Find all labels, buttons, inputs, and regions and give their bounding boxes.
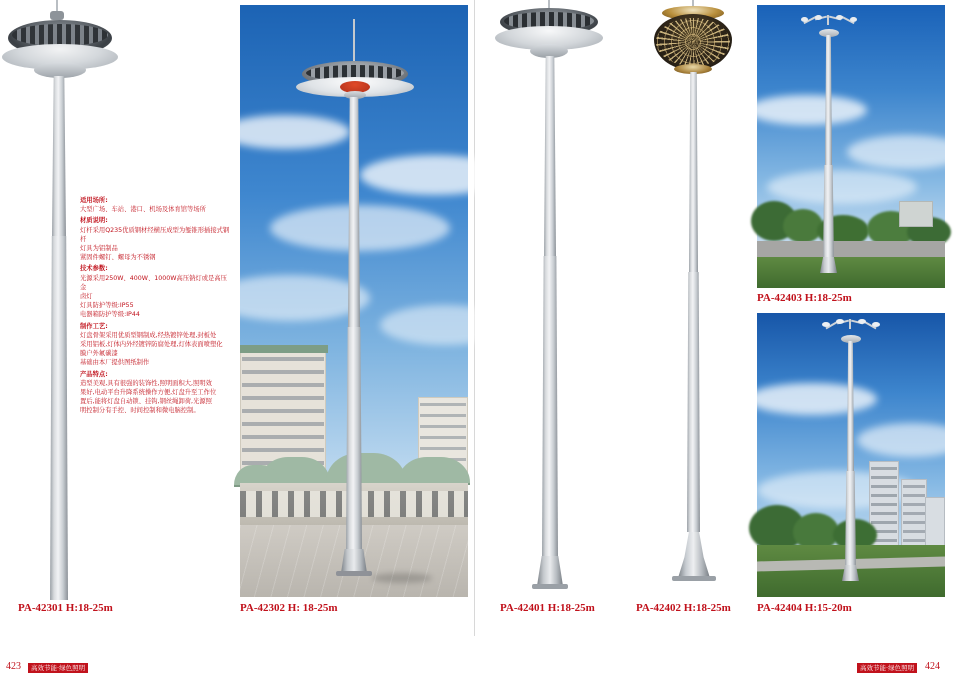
lamp-cells <box>12 24 108 46</box>
spec-line-4-3: 明控制分有手控、时间控制和微电脑控制。 <box>80 407 200 415</box>
lamp-fixture <box>850 17 857 22</box>
light-pole <box>348 97 360 327</box>
spec-line-4-2: 置后,能将灯盘自动锁、挂钩,钢丝绳卸荷,光源照 <box>80 398 212 406</box>
background-building <box>899 201 933 227</box>
lamp-fixture <box>836 319 844 324</box>
caption-pa-42403: PA-42403 H:18-25m <box>757 292 852 304</box>
pole-foundation <box>336 571 372 576</box>
cloud <box>847 135 967 169</box>
product-photo-pa-42402 <box>636 0 756 614</box>
pole-base <box>537 556 563 586</box>
spec-title-3: 制作工艺: <box>80 322 108 330</box>
lamp-head-collar <box>530 44 568 58</box>
light-pole-lower <box>687 272 700 532</box>
lantern-filigree <box>656 18 730 66</box>
light-pole-lower <box>346 327 362 549</box>
pole-decorative-base <box>678 532 710 578</box>
spec-title-1: 材质说明: <box>80 217 108 225</box>
background-tower <box>925 497 945 547</box>
caption-pa-42302: PA-42302 H: 18-25m <box>240 602 338 614</box>
spec-line-2-1: 卤灯 <box>80 293 93 301</box>
pole-base <box>341 549 367 573</box>
product-photo-pa-42302 <box>240 5 468 597</box>
pole-foundation <box>672 576 716 581</box>
spec-line-4-0: 造型美观,具有很强的装饰性,照明面积大,照明效 <box>80 379 212 387</box>
tower-windows <box>903 485 925 543</box>
product-photo-pa-42404 <box>757 313 945 597</box>
light-pole <box>825 35 832 165</box>
caption-pa-42401: PA-42401 H:18-25m <box>500 602 595 614</box>
caption-pa-42402: PA-42402 H:18-25m <box>636 602 731 614</box>
spec-title-2: 技术参数: <box>80 265 108 273</box>
light-pole-lower <box>823 165 834 261</box>
spec-line-3-2: 膜户外氟碳漆 <box>80 350 118 358</box>
cloud <box>747 383 877 415</box>
spec-line-1-2: 紧固件螺钉、螺母为不锈钢 <box>80 254 156 262</box>
spec-line-0-0: 大型广场、车站、港口、机场及体育馆等场所 <box>80 206 206 214</box>
spec-line-3-1: 采用铝板,灯体内外经镀锌防腐处理,灯体表面喷塑化 <box>80 341 223 349</box>
spec-line-1-0: 灯杆采用Q235优质钢材经横压成型为錾锥形插接式钢杆 <box>80 226 230 243</box>
cloud <box>380 305 510 345</box>
spec-line-3-0: 灯盘骨架采用优质型钢制成,经热镀锌处理,封板处 <box>80 331 217 339</box>
spec-line-1-1: 灯具为铝制品 <box>80 245 118 253</box>
spec-line-3-3: 基础由本厂提供图纸制作 <box>80 359 150 367</box>
folio-right: 424 <box>925 661 940 672</box>
plaza-canopy <box>326 453 406 485</box>
mast-tip <box>353 19 355 65</box>
spec-title-4: 产品特点: <box>80 370 108 378</box>
footer-tag-right: 高效节能·绿色照明 <box>857 663 917 673</box>
cloud <box>747 95 867 125</box>
light-pole-lower <box>542 256 558 556</box>
spec-line-4-1: 果好,电动平台升降系统操作方便,灯盘升至工作位 <box>80 389 217 397</box>
cloud <box>210 275 370 321</box>
cloud <box>767 170 917 204</box>
light-pole <box>689 72 698 272</box>
caption-pa-42404: PA-42404 H:15-20m <box>757 602 852 614</box>
lamp-fixture <box>872 322 880 327</box>
cloud <box>360 155 510 195</box>
footer-tag-left: 高效节能·绿色照明 <box>28 663 88 673</box>
pole-shadow <box>372 573 432 583</box>
lamp-fixture <box>858 319 866 324</box>
specification-text <box>80 196 230 416</box>
lamp-fixture <box>815 15 822 20</box>
spec-title-0: 适用场所: <box>80 197 108 204</box>
product-photo-pa-42403 <box>757 5 945 288</box>
cloud <box>220 115 350 149</box>
light-pole <box>847 341 854 471</box>
light-pole-lower <box>845 471 856 569</box>
light-pole-lower <box>50 236 68 600</box>
mast-tip <box>548 0 550 8</box>
lamp-fixture <box>836 15 843 20</box>
caption-pa-42301: PA-42301 H:18-25m <box>18 602 113 614</box>
building-roof <box>240 345 328 353</box>
spec-line-2-0: 光源采用250W、400W、1000W高压钠灯或是高压金 <box>80 274 227 291</box>
light-pole <box>544 56 556 256</box>
product-photo-pa-42401 <box>492 0 622 614</box>
page-footer <box>0 657 950 679</box>
spec-line-2-2: 灯具防护等级:IP55 <box>80 302 134 310</box>
hoist-block <box>50 11 64 20</box>
lamp-fixture <box>822 322 830 327</box>
spec-line-2-3: 电器箱防护等级:IP44 <box>80 311 140 319</box>
lamp-fixture <box>801 17 808 22</box>
light-pole <box>52 76 66 236</box>
cloud <box>857 423 967 457</box>
pole-foundation <box>532 584 568 589</box>
building-windows <box>242 357 324 467</box>
lamp-head-collar <box>34 62 86 78</box>
grass-strip <box>757 257 945 288</box>
cloud <box>270 205 450 251</box>
folio-left: 423 <box>6 661 21 672</box>
